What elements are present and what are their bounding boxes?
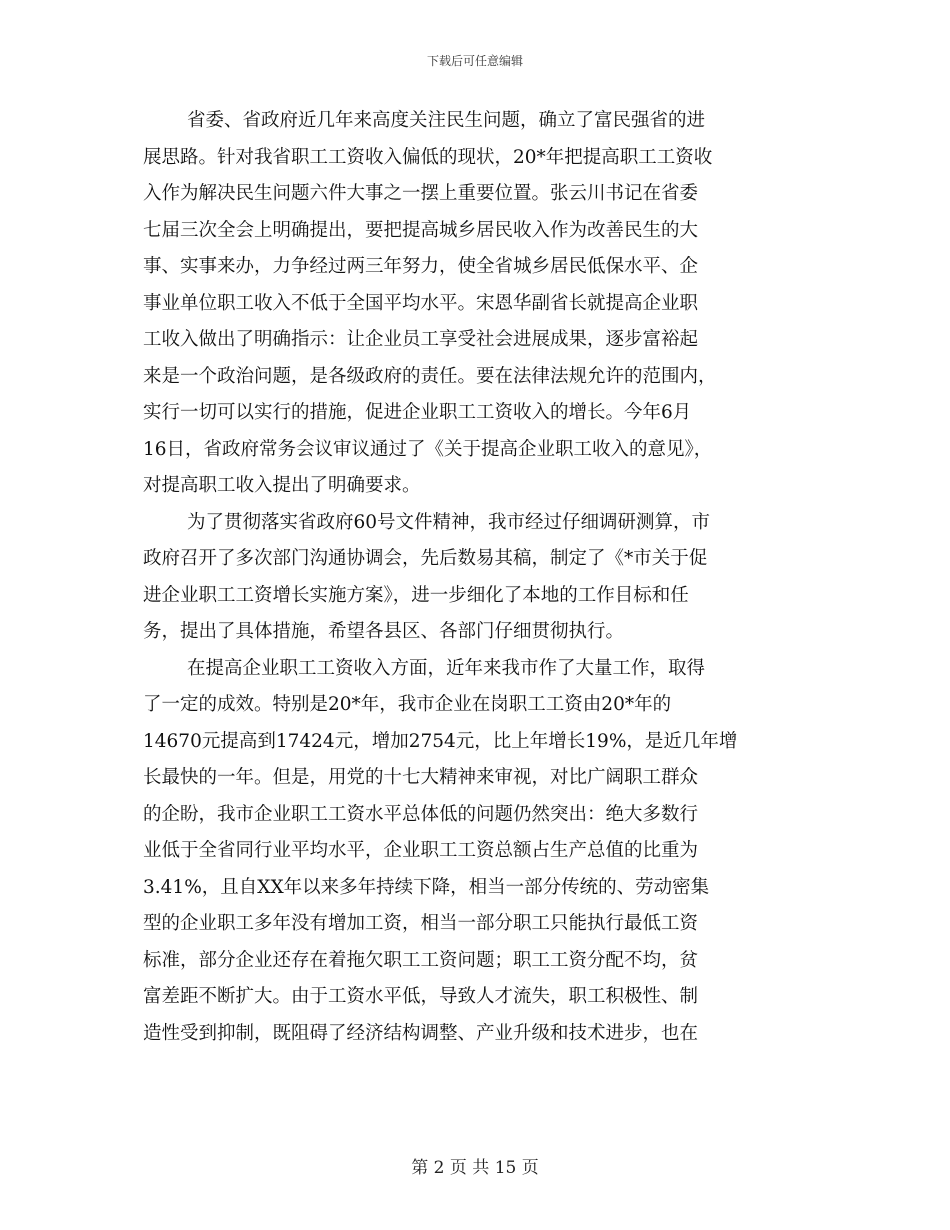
text-line: 事业单位职工收入不低于全国平均水平。宋恩华副省长就提高企业职: [143, 292, 699, 314]
text-line: 造性受到抑制，既阻碍了经济结构调整、产业升级和技术进步，也在: [143, 1022, 699, 1044]
page-header: 下载后可任意编辑: [426, 54, 523, 68]
text-line: 省委、省政府近几年来高度关注民生问题，确立了富民强省的进: [187, 110, 706, 131]
text-line: 进企业职工工资增长实施方案》，进一步细化了本地的工作目标和任: [143, 584, 689, 606]
text-line: 入作为解决民生问题六件大事之一摆上重要位置。张云川书记在省委: [143, 183, 699, 204]
text-line: 事、实事来办，力争经过两三年努力，使全省城乡居民低保水平、企: [143, 256, 699, 277]
text-line: 型的企业职工多年没有增加工资，相当一部分职工只能执行最低工资: [143, 913, 699, 934]
text-line: 长最快的一年。但是，用党的十七大精神来审视，对比广阔职工群众: [143, 767, 699, 788]
text-line: 16日，省政府常务会议审议通过了《关于提高企业职工收入的意见》，: [143, 438, 713, 460]
text-line: 来是一个政治问题，是各级政府的责任。要在法律法规允许的范围内，: [143, 365, 717, 387]
text-line: 14670元提高到17424元，增加2754元，比上年增长19%，是近几年增: [143, 730, 738, 752]
text-line: 在提高企业职工工资收入方面，近年来我市作了大量工作，取得: [187, 657, 706, 679]
text-line: 了一定的成效。特别是20*年，我市企业在岗职工工资由20*年的: [143, 694, 672, 715]
text-line: 七届三次全会上明确提出，要把提高城乡居民收入作为改善民生的大: [143, 219, 699, 241]
paragraph: [143, 103, 809, 505]
text-line: 的企盼，我市企业职工工资水平总体低的问题仍然突出：绝大多数行: [143, 803, 699, 825]
text-line: 展思路。针对我省职工工资收入偏低的现状，20*年把提高职工工资收: [143, 146, 713, 168]
text-line: 工收入做出了明确指示：让企业员工享受社会进展成果，逐步富裕起: [143, 329, 699, 350]
document-body: [143, 103, 809, 1052]
text-line: 务，提出了具体措施，希望各县区、各部门仔细贯彻执行。: [143, 621, 625, 642]
paragraph: [143, 505, 809, 651]
text-line: 政府召开了多次部门沟通协调会，先后数易其稿，制定了《*市关于促: [143, 548, 708, 569]
text-line: 富差距不断扩大。由于工资水平低，导致人才流失，职工积极性、制: [143, 986, 699, 1007]
text-line: 对提高职工收入提出了明确要求。: [143, 475, 421, 496]
text-line: 实行一切可以实行的措施，促进企业职工工资收入的增长。今年6月: [143, 402, 692, 423]
text-line: 业低于全省同行业平均水平，企业职工工资总额占生产总值的比重为: [143, 840, 699, 861]
text-line: 标准，部分企业还存在着拖欠职工工资问题；职工工资分配不均，贫: [143, 949, 699, 971]
text-line: 3.41%，且自XX年以来多年持续下降，相当一部分传统的、劳动密集: [143, 876, 710, 898]
page-footer: 第 2 页 共 15 页: [411, 1158, 539, 1178]
paragraph: [143, 651, 809, 1053]
text-line: 为了贯彻落实省政府60号文件精神，我市经过仔细调研测算，市: [187, 511, 711, 533]
